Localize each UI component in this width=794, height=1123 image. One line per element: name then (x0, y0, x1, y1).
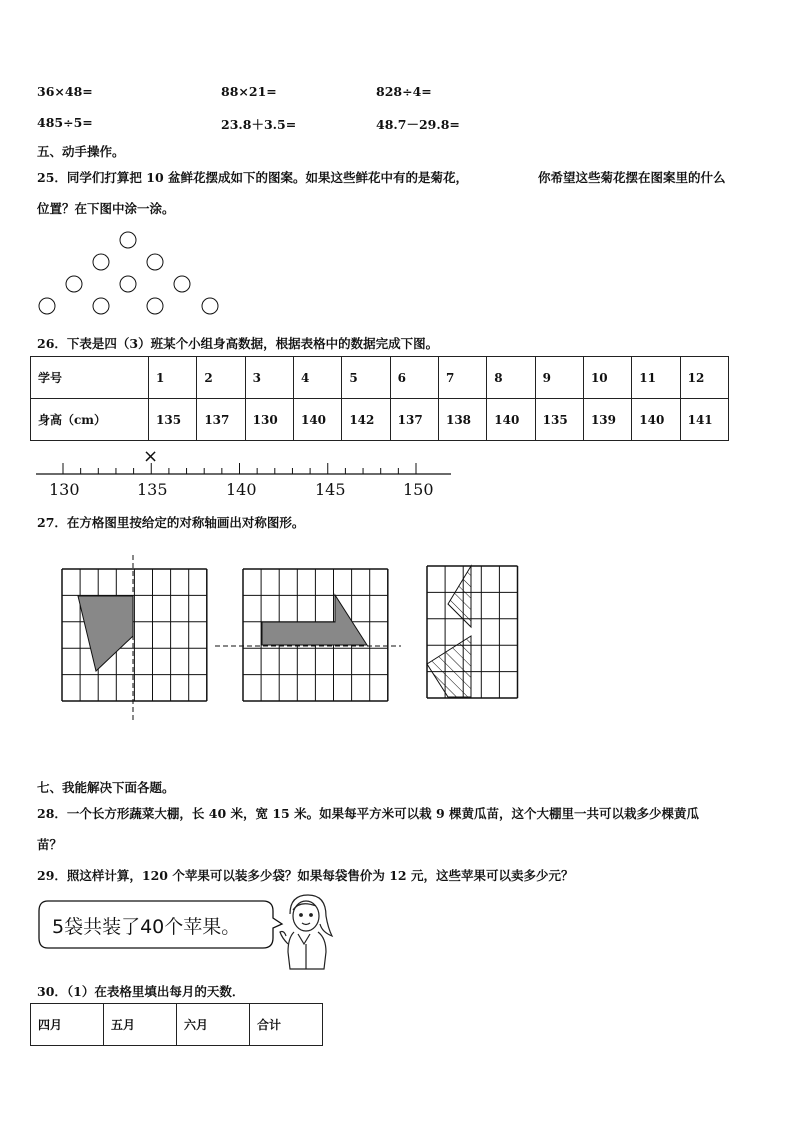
table-cell: 3 (245, 357, 293, 399)
flower-circle[interactable] (147, 298, 163, 314)
total-header: 合计 (250, 1004, 323, 1046)
table-cell: 137 (390, 399, 438, 441)
table-row (31, 1004, 323, 1046)
table-cell: 9 (535, 357, 583, 399)
table-cell: 140 (293, 399, 341, 441)
flower-circle[interactable] (39, 298, 55, 314)
section-7-title: 七、我能解决下面各题。 (37, 780, 175, 795)
table-cell: 135 (535, 399, 583, 441)
table-cell: 1 (149, 357, 197, 399)
symmetry-grid-1 (60, 555, 220, 725)
flower-circle[interactable] (66, 276, 82, 292)
calc-1-1: 36×48= (37, 84, 93, 99)
table-header-height: 身高（cm） (31, 399, 149, 441)
number-label-135: 135 (137, 480, 168, 499)
number-label-140: 140 (226, 480, 257, 499)
month-header-april: 四月 (31, 1004, 104, 1046)
table-cell: 137 (197, 399, 245, 441)
flower-pattern (30, 228, 230, 318)
q27-text: 27．在方格图里按给定的对称轴画出对称图形。 (37, 515, 305, 530)
cross-mark: × (143, 446, 159, 467)
q25-line1a: 25．同学们打算把 10 盆鲜花摆成如下的图案。如果这些鲜花中有的是菊花， (37, 170, 468, 185)
number-label-150: 150 (403, 480, 434, 499)
flower-circle[interactable] (93, 254, 109, 270)
flower-circle[interactable] (147, 254, 163, 270)
table-cell: 11 (632, 357, 680, 399)
table-cell: 140 (632, 399, 680, 441)
table-cell: 7 (438, 357, 486, 399)
q25-line1b: 你希望这些菊花摆在图案里的什么 (538, 170, 726, 185)
symmetry-grid-3 (425, 564, 525, 704)
section-5-title: 五、动手操作。 (37, 144, 125, 159)
table-cell: 139 (583, 399, 631, 441)
table-cell: 141 (680, 399, 728, 441)
table-cell: 12 (680, 357, 728, 399)
shaded-shape (78, 596, 133, 671)
table-header-id: 学号 (31, 357, 149, 399)
table-cell: 140 (487, 399, 535, 441)
calc-2-3: 48.7－29.8= (376, 117, 460, 132)
month-header-june: 六月 (177, 1004, 250, 1046)
table-cell: 2 (197, 357, 245, 399)
flower-circle[interactable] (120, 232, 136, 248)
month-header-may: 五月 (104, 1004, 177, 1046)
table-cell: 8 (487, 357, 535, 399)
speech-bubble-text: 5袋共装了40个苹果。 (52, 916, 241, 938)
q29-text: 29．照这样计算，120 个苹果可以装多少袋？如果每袋售价为 12 元，这些苹果可以卖多少元？ (37, 868, 574, 883)
table-cell: 138 (438, 399, 486, 441)
flower-circle[interactable] (93, 298, 109, 314)
flower-circle[interactable] (174, 276, 190, 292)
calc-1-2: 88×21= (221, 84, 277, 99)
table-cell: 5 (342, 357, 390, 399)
q30-text: 30．（1）在表格里填出每月的天数． (37, 984, 245, 999)
calc-1-3: 828÷4= (376, 84, 432, 99)
calc-2-2: 23.8＋3.5= (221, 117, 297, 132)
table-row (31, 399, 729, 441)
table-cell: 10 (583, 357, 631, 399)
number-label-130: 130 (49, 480, 80, 499)
table-cell: 135 (149, 399, 197, 441)
q28-line1: 28．一个长方形蔬菜大棚，长 40 米，宽 15 米。如果每平方米可以栽 9 棵黄瓜苗，这个大棚里一共可以栽多少棵黄瓜 (37, 806, 699, 821)
table-cell: 4 (293, 357, 341, 399)
table-row (31, 357, 729, 399)
height-table (30, 356, 729, 441)
symmetry-grid-2 (215, 565, 415, 715)
calc-2-1: 485÷5= (37, 115, 93, 130)
q28-line2: 苗？ (37, 837, 63, 852)
girl-illustration (276, 892, 336, 972)
q26-text: 26．下表是四（3）班某个小组身高数据，根据表格中的数据完成下图。 (37, 336, 439, 351)
flower-circle[interactable] (202, 298, 218, 314)
table-cell: 6 (390, 357, 438, 399)
hatched-shape-top (448, 566, 471, 627)
table-cell: 142 (342, 399, 390, 441)
number-label-145: 145 (315, 480, 346, 499)
flower-circle[interactable] (120, 276, 136, 292)
q25-line2: 位置？在下图中涂一涂。 (37, 201, 175, 216)
table-cell: 130 (245, 399, 293, 441)
month-days-table (30, 1003, 323, 1046)
